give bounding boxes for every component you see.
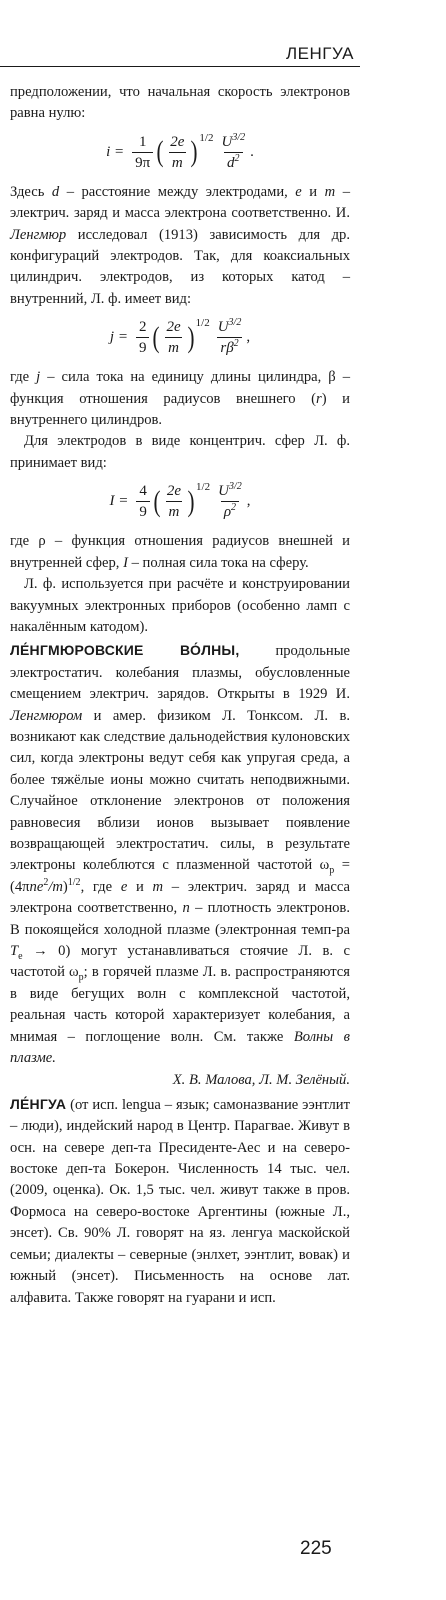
paragraph-intro: предположении, что начальная скорость электронов равна нулю: bbox=[10, 84, 350, 122]
paragraph-spheres: Для электродов в виде концентрич. сфер Л. ф. принимает вид: bbox=[10, 433, 350, 471]
formula-lhs: I = bbox=[109, 493, 129, 510]
formula-exponent: 1/2 bbox=[199, 131, 214, 144]
formula-exponent: 1/2 bbox=[195, 317, 210, 330]
formula-exponent: 1/2 bbox=[196, 481, 211, 494]
cross-reference: Ленгмюром bbox=[10, 707, 83, 724]
close-paren: ) bbox=[187, 320, 195, 354]
formula-coefficient: $\frac{4}{9}$ bbox=[136, 482, 150, 521]
formula-voltage-fraction: $\frac{U^{3/2}}{d^2}$ bbox=[221, 131, 246, 171]
formula-end: . bbox=[250, 143, 254, 160]
article-langmuir-formula bbox=[10, 82, 350, 638]
formula-end: , bbox=[246, 329, 251, 346]
close-paren: ) bbox=[190, 135, 198, 169]
page-header bbox=[0, 0, 446, 70]
formula-voltage-fraction: $\frac{U^{3/2}}{\rho^2}$ bbox=[218, 481, 242, 521]
page-number: 225 bbox=[300, 1538, 332, 1559]
author-signature: Х. В. Малова, Л. М. Зелёный. bbox=[172, 1072, 350, 1089]
running-head: ЛЕНГУА bbox=[286, 44, 354, 63]
paragraph-sphere-terms: где ρ – функция отношения радиусов внешней и внутренней сфер, I – полная сила тока на сферу. bbox=[10, 533, 350, 571]
open-paren: ( bbox=[152, 320, 160, 354]
formula-coefficient: $\frac{1}{9\pi}$ bbox=[132, 133, 153, 172]
open-paren: ( bbox=[156, 135, 164, 169]
paragraph-lengua: ЛЕ́НГУА (от исп. lengua – язык; самоназвание ээнтлит – люди), индейский народ в Центр. Парагвае. Живут в осн. на севере деп-та Пресиденте-Аес и на северо-востоке деп-та Бокерон. Численность 14 тыс. чел. (2009, оценка). Ок. 1,5 тыс. чел. живут также в пров. Формоса на северо-востоке Аргентины (южные Л., энсет). Св. 90% Л. говорят на яз. ленгуа маскойской семьи; диалекты – северные (энлхет, ээнтлит, вовак) и южный (энсет). Письменность на основе лат. алфавита. Также говорят на гуарани и исп. bbox=[10, 1095, 350, 1306]
article-lengua bbox=[10, 1094, 350, 1309]
formula-inner-fraction: $\frac{2e}{m}$ bbox=[166, 319, 181, 357]
formula-coefficient: $\frac{2}{9}$ bbox=[136, 318, 150, 357]
formula-inner-fraction: $\frac{2e}{m}$ bbox=[166, 483, 182, 521]
paragraph-usage: Л. ф. используется при расчёте и конструировании вакуумных электронных приборов (особенно ламп с накалённым катодом). bbox=[10, 576, 350, 635]
entry-title: ЛЕ́НГМЮРОВСКИЕ ВО́ЛНЫ, bbox=[10, 642, 240, 659]
formula-cylindrical bbox=[10, 318, 350, 357]
close-paren: ) bbox=[187, 484, 195, 518]
open-paren: ( bbox=[153, 484, 161, 518]
see-also-link: Волны в плазме. bbox=[10, 1028, 350, 1067]
paragraph-definitions: Здесь d – расстояние между электродами, e и m – электрич. заряд и масса электрона соответственно. И. Ленгмюр исследовал (1913) зависимость для др. конфигураций электродов. Так, для коаксиальных цилиндрич. электродов, из которых катод – внутренний, Л. ф. имеет вид: bbox=[10, 183, 350, 307]
text-column bbox=[10, 82, 350, 1309]
formula-spherical bbox=[10, 482, 350, 521]
formula-end: , bbox=[246, 493, 251, 510]
paragraph-cylinder-terms: где j – сила тока на единицу длины цилиндра, β – функция отношения радиусов внешнего (r) и внутреннего цилиндров. bbox=[10, 369, 350, 429]
paragraph-waves: ЛЕ́НГМЮРОВСКИЕ ВО́ЛНЫ, продольные электростатич. колебания плазмы, обусловленные смещением электрич. зарядов. Открыты в 1929 И. Ленгмюром и амер. физиком Л. Тонксом. Л. в. возникают как следствие дальнодействия кулоновских сил, когда электроны ведут себя как упругая среда, а более тяжёлые ионы можно считать неподвижными. Случайное отклонение электронов от положения равновесия вблизи ионов вызывает появление возвращающей электростатич. силы, в результате электроны колеблются с плазменной частотой $\omega_p = (4\pi ne^2/m)^{1/2}$, где e и m – электрич. заряд и масса электрона соответственно, n – плотность электронов. В покоящейся холодной плазме (электронная темп-ра $T_e \to 0$) могут устанавливаться стоячие Л. в. с частотой $\omega_p$; в горячей плазме Л. в. распространяются в виде бегущих волн с комплексной частотой, реальная часть которой характеризует колебания, а мнимая – поглощение волн. См. также Волны в плазме. bbox=[10, 642, 350, 1067]
entry-title: ЛЕ́НГУА bbox=[10, 1095, 67, 1112]
formula-lhs: j = bbox=[109, 329, 128, 346]
formula-lhs: i = bbox=[106, 143, 125, 160]
header-rule bbox=[0, 66, 360, 67]
article-langmuir-waves bbox=[10, 640, 350, 1092]
formula-plane bbox=[10, 133, 350, 172]
formula-inner-fraction: $\frac{2e}{m}$ bbox=[170, 133, 185, 171]
formula-voltage-fraction: $\frac{U^{3/2}}{r\beta^2}$ bbox=[217, 317, 242, 357]
